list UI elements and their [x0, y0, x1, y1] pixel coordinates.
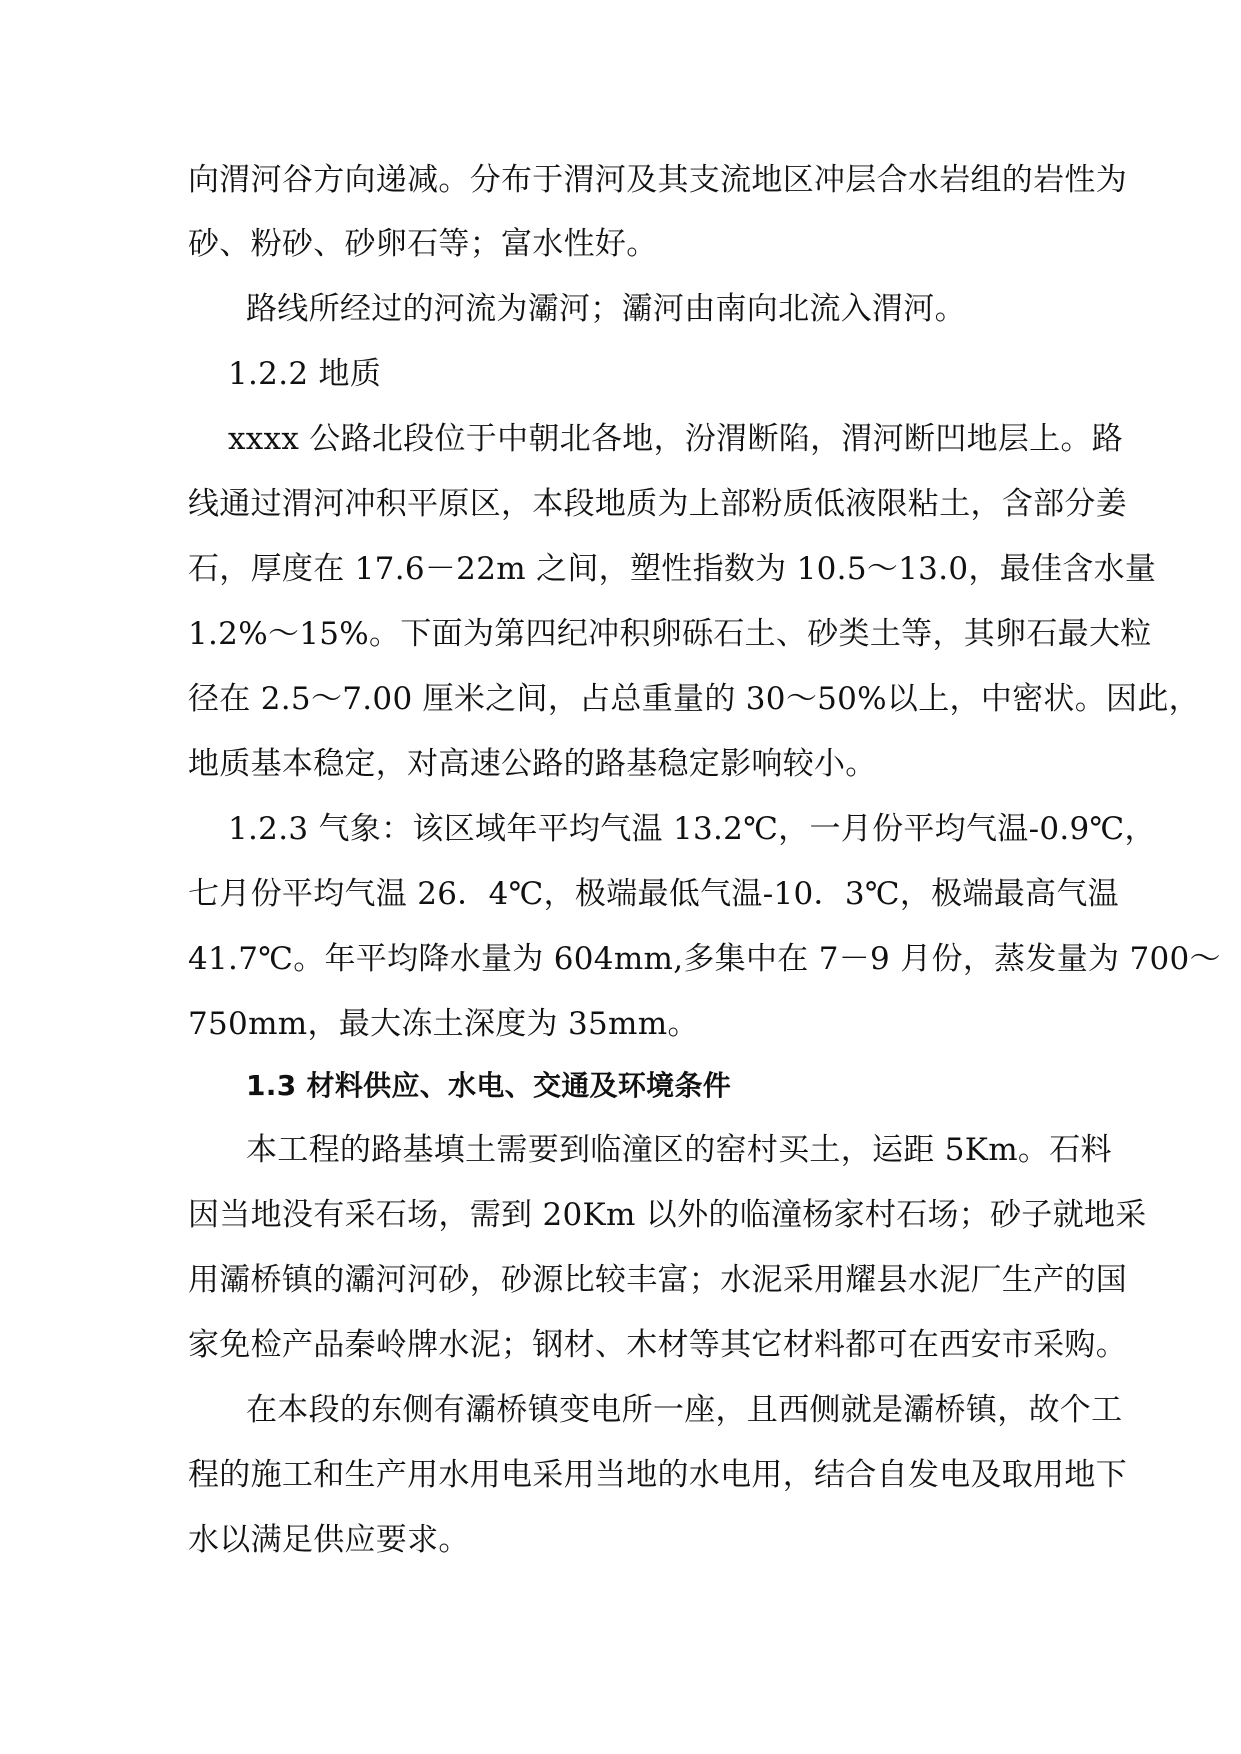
paragraph-first-line: 在本段的东侧有灞桥镇变电所一座，且西侧就是灞桥镇，故个工: [246, 1392, 1123, 1428]
text-line: 线通过渭河冲积平原区，本段地质为上部粉质低液限粘土，含部分姜: [188, 486, 1127, 522]
text-line: 向渭河谷方向递减。分布于渭河及其支流地区冲层合水岩组的岩性为: [188, 162, 1127, 198]
text-line: 家免检产品秦岭牌水泥；钢材、木材等其它材料都可在西安市采购。: [188, 1327, 1127, 1363]
text-line: 石，厚度在 17.6－22m 之间，塑性指数为 10.5～13.0，最佳含水量: [188, 551, 1157, 587]
text-line: 因当地没有采石场，需到 20Km 以外的临潼杨家村石场；砂子就地采: [188, 1197, 1147, 1233]
text-line: 砂、粉砂、砂卵石等；富水性好。: [188, 226, 658, 262]
paragraph-first-line: 1.2.3 气象：该区域年平均气温 13.2℃，一月份平均气温-0.9℃，: [228, 811, 1156, 847]
text-line: 1.2%～15%。下面为第四纪冲积卵砾石土、砂类土等，其卵石最大粒: [188, 616, 1152, 652]
paragraph-first-line: 路线所经过的河流为灞河；灞河由南向北流入渭河。: [246, 291, 966, 327]
text-line: 水以满足供应要求。: [188, 1522, 470, 1558]
text-line: 750mm，最大冻土深度为 35mm。: [188, 1006, 699, 1042]
text-line: 径在 2.5～7.00 厘米之间，占总重量的 30～50%以上，中密状。因此，: [188, 681, 1200, 717]
paragraph-first-line: xxxx 公路北段位于中朝北各地，汾渭断陷，渭河断凹地层上。路: [228, 421, 1124, 457]
text-line: 程的施工和生产用水用电采用当地的水电用，结合自发电及取用地下: [188, 1457, 1127, 1493]
text-line: 七月份平均气温 26．4℃，极端最低气温-10．3℃，极端最高气温: [188, 876, 1119, 912]
section-heading-1-3: 1.3 材料供应、水电、交通及环境条件: [246, 1069, 732, 1102]
text-line: 用灞桥镇的灞河河砂，砂源比较丰富；水泥采用耀县水泥厂生产的国: [188, 1262, 1127, 1298]
paragraph-first-line: 本工程的路基填土需要到临潼区的窑村买土，运距 5Km。石料: [246, 1132, 1112, 1168]
text-line: 地质基本稳定，对高速公路的路基稳定影响较小。: [188, 746, 877, 782]
section-heading-1-2-2: 1.2.2 地质: [228, 356, 382, 392]
text-line: 41.7℃。年平均降水量为 604mm,多集中在 7－9 月份，蒸发量为 700～: [188, 941, 1221, 977]
